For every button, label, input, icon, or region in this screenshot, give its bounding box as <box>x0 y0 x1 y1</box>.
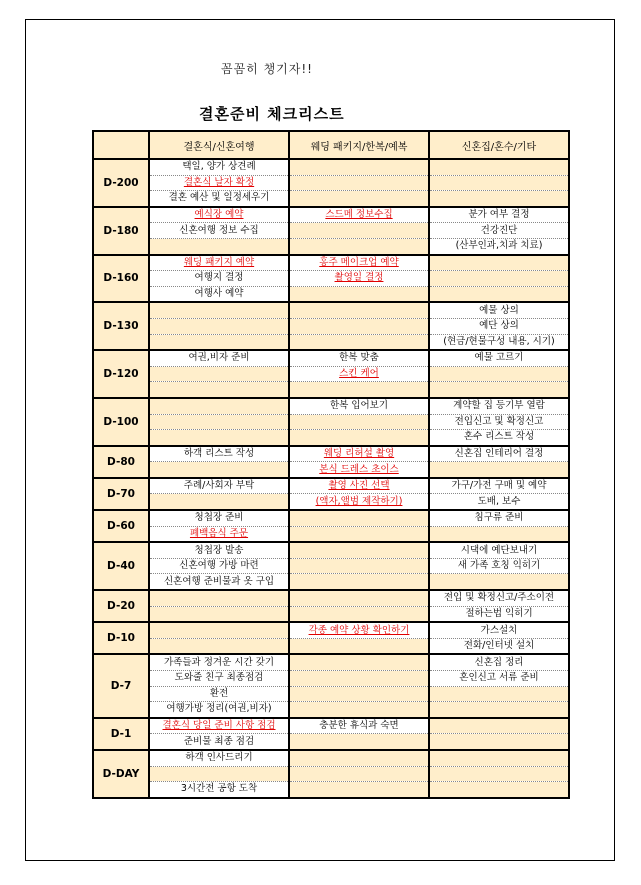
task-cell <box>429 238 569 254</box>
task-cell <box>429 318 569 334</box>
table-row <box>93 782 569 798</box>
task-cell <box>289 718 429 734</box>
task-cell <box>289 334 429 350</box>
task-cell <box>149 622 289 638</box>
task-cell <box>429 302 569 318</box>
task-text: 시댁에 예단보내기 <box>460 544 538 556</box>
task-cell <box>429 510 569 526</box>
table-row <box>93 398 569 414</box>
task-text: 예물 고르기 <box>474 352 524 364</box>
task-cell <box>149 574 289 590</box>
task-cell <box>289 782 429 798</box>
task-text: 새 가족 호칭 익히기 <box>457 560 541 572</box>
table-row <box>93 638 569 654</box>
task-text: 신혼집 정리 <box>474 656 524 668</box>
task-cell <box>429 478 569 494</box>
task-text: 주례/사회자 부탁 <box>183 480 255 492</box>
task-text: 신혼여행 준비물과 옷 구입 <box>163 575 274 587</box>
task-text: 한복 입어보기 <box>329 400 389 412</box>
task-text: 혼수 리스트 작성 <box>463 431 535 443</box>
task-text: 전화/인터넷 설치 <box>463 640 535 652</box>
task-cell <box>289 302 429 318</box>
task-text: 가스설치 <box>480 624 518 636</box>
task-cell <box>289 159 429 175</box>
task-cell <box>429 494 569 510</box>
stage-label: D-120 <box>93 350 149 398</box>
task-cell <box>289 350 429 366</box>
table-row <box>93 318 569 334</box>
task-text: 침구류 준비 <box>474 512 524 524</box>
task-cell <box>149 366 289 382</box>
task-cell <box>149 382 289 398</box>
task-cell <box>289 574 429 590</box>
checklist-body <box>93 159 569 798</box>
task-cell <box>289 238 429 254</box>
task-cell <box>289 766 429 782</box>
task-cell <box>429 750 569 766</box>
task-cell <box>429 334 569 350</box>
task-text: (현금/현물구성 내용, 시기) <box>443 335 555 347</box>
header-cell-home: 신혼집/혼수/기타 <box>429 131 569 159</box>
task-text: 예물 상의 <box>479 304 519 316</box>
task-text: 분가 여부 결정 <box>468 209 530 221</box>
task-text: 건강진단 <box>480 224 518 236</box>
task-cell <box>149 223 289 239</box>
task-text: 여행사 예약 <box>194 288 244 300</box>
table-row <box>93 558 569 574</box>
task-cell <box>289 671 429 687</box>
task-text: 계약할 집 등기부 열람 <box>453 400 545 412</box>
task-cell <box>149 606 289 622</box>
task-cell <box>149 718 289 734</box>
header-cell-wedding: 결혼식/신혼여행 <box>149 131 289 159</box>
task-cell <box>289 526 429 542</box>
stage-label: D-10 <box>93 622 149 654</box>
task-cell <box>149 430 289 446</box>
task-cell <box>429 382 569 398</box>
task-text: 예단 상의 <box>479 320 519 332</box>
task-text-important: 웨딩 리허설 촬영 <box>323 447 395 459</box>
task-cell <box>289 686 429 702</box>
task-cell <box>289 255 429 271</box>
table-row <box>93 606 569 622</box>
task-cell <box>289 207 429 223</box>
task-cell <box>289 366 429 382</box>
table-header-row <box>93 131 569 159</box>
task-cell <box>429 446 569 462</box>
table-row <box>93 654 569 670</box>
task-cell <box>429 462 569 478</box>
stage-label: D-60 <box>93 510 149 542</box>
task-cell <box>289 750 429 766</box>
task-cell <box>289 271 429 287</box>
task-cell <box>429 702 569 718</box>
task-cell <box>429 686 569 702</box>
table-row <box>93 510 569 526</box>
task-text: 전입신고 및 확정신고 <box>454 415 544 427</box>
task-cell <box>429 654 569 670</box>
header-cell-package: 웨딩 패키지/한복/예복 <box>289 131 429 159</box>
task-cell <box>429 622 569 638</box>
table-row <box>93 478 569 494</box>
task-cell <box>429 574 569 590</box>
task-cell <box>429 606 569 622</box>
checklist-table <box>92 130 570 799</box>
task-cell <box>149 654 289 670</box>
task-cell <box>289 382 429 398</box>
task-cell <box>289 430 429 446</box>
task-cell <box>289 494 429 510</box>
task-text: 충분한 휴식과 숙면 <box>319 720 399 732</box>
table-row <box>93 750 569 766</box>
task-text-important: 스드메 정보수집 <box>325 209 393 221</box>
task-cell <box>149 318 289 334</box>
table-row <box>93 574 569 590</box>
task-cell <box>149 207 289 223</box>
task-text-important: 본식 드레스 초이스 <box>319 463 399 475</box>
table-row <box>93 191 569 207</box>
table-row <box>93 286 569 302</box>
table-row <box>93 446 569 462</box>
stage-label: D-180 <box>93 207 149 255</box>
task-cell <box>429 255 569 271</box>
task-text: 여행가방 정리(여권,비자) <box>166 703 272 715</box>
task-cell <box>149 590 289 606</box>
task-cell <box>429 526 569 542</box>
table-row <box>93 542 569 558</box>
stage-label: D-200 <box>93 159 149 207</box>
task-text-important: 폐백음식 주문 <box>189 527 249 539</box>
task-text: 여행지 결정 <box>194 272 244 284</box>
task-cell <box>289 734 429 750</box>
stage-label: D-7 <box>93 654 149 717</box>
task-text: 하객 인사드리기 <box>185 752 253 764</box>
task-cell <box>149 175 289 191</box>
task-text: 한복 맞춤 <box>339 352 379 364</box>
task-text: 신혼집 인테리어 결정 <box>454 447 544 459</box>
task-text: (산부인과,치과 치료) <box>455 240 543 252</box>
task-cell <box>429 366 569 382</box>
stage-label: D-160 <box>93 255 149 303</box>
task-cell <box>149 750 289 766</box>
table-row <box>93 590 569 606</box>
task-text: 청첩장 준비 <box>194 512 244 524</box>
task-cell <box>289 622 429 638</box>
task-text: 환전 <box>209 687 229 699</box>
task-cell <box>289 478 429 494</box>
table-row <box>93 366 569 382</box>
task-cell <box>149 702 289 718</box>
task-text-important: 결혼식 날자 확정 <box>183 176 255 188</box>
stage-label: D-100 <box>93 398 149 446</box>
page-subtitle: 꼼꼼히 챙기자!! <box>221 62 313 76</box>
task-cell <box>429 398 569 414</box>
task-cell <box>429 766 569 782</box>
task-cell <box>429 271 569 287</box>
task-cell <box>429 286 569 302</box>
task-text: 도배, 보수 <box>477 495 521 507</box>
task-text-important: 촬영 사진 선택 <box>328 480 390 492</box>
task-text: 전입 및 확정신고/주소이전 <box>443 592 555 604</box>
task-text: 준비물 최종 점검 <box>183 735 255 747</box>
task-cell <box>429 175 569 191</box>
table-row <box>93 334 569 350</box>
stage-label: D-40 <box>93 542 149 590</box>
task-cell <box>149 526 289 542</box>
task-text-important: (액자,앨범 제작하기) <box>315 495 403 507</box>
table-row <box>93 302 569 318</box>
task-cell <box>149 671 289 687</box>
table-row <box>93 223 569 239</box>
task-cell <box>149 494 289 510</box>
task-cell <box>429 734 569 750</box>
table-row <box>93 734 569 750</box>
task-cell <box>429 414 569 430</box>
task-text-important: 촬영일 결정 <box>334 272 384 284</box>
task-cell <box>289 175 429 191</box>
task-text: 혼인신고 서류 준비 <box>459 672 539 684</box>
task-cell <box>149 159 289 175</box>
task-cell <box>149 255 289 271</box>
task-text: 신혼여행 정보 수집 <box>179 224 259 236</box>
table-row <box>93 430 569 446</box>
header-cell-stage <box>93 131 149 159</box>
table-row <box>93 526 569 542</box>
task-cell <box>149 638 289 654</box>
task-text: 여권,비자 준비 <box>188 352 250 364</box>
task-cell <box>149 414 289 430</box>
task-cell <box>429 590 569 606</box>
task-cell <box>289 590 429 606</box>
table-row <box>93 238 569 254</box>
task-cell <box>149 350 289 366</box>
task-cell <box>289 446 429 462</box>
task-text: 결혼 예산 및 일정세우기 <box>168 192 270 204</box>
task-cell <box>289 510 429 526</box>
task-cell <box>289 414 429 430</box>
task-cell <box>429 430 569 446</box>
task-cell <box>289 318 429 334</box>
task-cell <box>149 302 289 318</box>
table-row <box>93 671 569 687</box>
task-cell <box>429 542 569 558</box>
task-cell <box>289 542 429 558</box>
task-cell <box>149 398 289 414</box>
task-cell <box>149 558 289 574</box>
table-row <box>93 462 569 478</box>
task-cell <box>149 686 289 702</box>
task-text: 택일, 양가 상견례 <box>182 161 256 173</box>
task-text: 도와줄 친구 최종점검 <box>174 672 264 684</box>
task-text: 가족들과 정겨운 시간 갖기 <box>163 656 274 668</box>
table-row <box>93 702 569 718</box>
table-row <box>93 766 569 782</box>
task-cell <box>289 223 429 239</box>
task-cell <box>289 398 429 414</box>
stage-label: D-1 <box>93 718 149 750</box>
task-cell <box>429 223 569 239</box>
task-cell <box>429 191 569 207</box>
task-text-important: 웨딩 패키지 예약 <box>183 256 255 268</box>
task-text-important: 홍주 메이크업 예약 <box>319 256 399 268</box>
table-row <box>93 622 569 638</box>
task-cell <box>149 734 289 750</box>
table-row <box>93 350 569 366</box>
task-cell <box>149 510 289 526</box>
stage-label: D-130 <box>93 302 149 350</box>
task-cell <box>289 191 429 207</box>
task-cell <box>429 718 569 734</box>
task-cell <box>289 462 429 478</box>
table-row <box>93 414 569 430</box>
task-cell <box>149 766 289 782</box>
task-text: 절하는법 익히기 <box>465 607 533 619</box>
stage-label: D-70 <box>93 478 149 510</box>
stage-label: D-80 <box>93 446 149 478</box>
task-text: 3시간전 공항 도착 <box>180 783 258 795</box>
task-cell <box>149 334 289 350</box>
task-text-important: 결혼식 당일 준비 사항 점검 <box>162 720 276 732</box>
task-cell <box>289 654 429 670</box>
task-cell <box>149 286 289 302</box>
table-row <box>93 175 569 191</box>
task-cell <box>429 638 569 654</box>
task-cell <box>429 207 569 223</box>
task-text: 가구/가전 구매 및 예약 <box>451 480 547 492</box>
task-cell <box>149 271 289 287</box>
task-cell <box>289 606 429 622</box>
table-row <box>93 494 569 510</box>
task-cell <box>149 191 289 207</box>
stage-label: D-DAY <box>93 750 149 798</box>
stage-label: D-20 <box>93 590 149 622</box>
task-cell <box>289 286 429 302</box>
task-cell <box>289 558 429 574</box>
table-row <box>93 207 569 223</box>
task-text: 신혼여행 가방 마련 <box>179 560 259 572</box>
table-row <box>93 686 569 702</box>
task-text-important: 각종 예약 상황 확인하기 <box>308 624 410 636</box>
task-cell <box>429 671 569 687</box>
table-row <box>93 255 569 271</box>
task-cell <box>149 782 289 798</box>
page-title: 결혼준비 체크리스트 <box>199 105 345 123</box>
task-cell <box>429 350 569 366</box>
task-cell <box>149 446 289 462</box>
task-cell <box>429 782 569 798</box>
task-cell <box>289 702 429 718</box>
task-text-important: 예식장 예약 <box>194 209 244 221</box>
task-cell <box>149 462 289 478</box>
table-row <box>93 271 569 287</box>
task-cell <box>429 558 569 574</box>
task-cell <box>149 542 289 558</box>
task-cell <box>429 159 569 175</box>
table-row <box>93 382 569 398</box>
table-row <box>93 159 569 175</box>
task-cell <box>289 638 429 654</box>
task-text: 하객 리스트 작성 <box>183 447 255 459</box>
task-text-important: 스킨 케어 <box>339 368 379 380</box>
task-cell <box>149 238 289 254</box>
task-cell <box>149 478 289 494</box>
task-text: 청첩장 발송 <box>194 544 244 556</box>
table-row <box>93 718 569 734</box>
